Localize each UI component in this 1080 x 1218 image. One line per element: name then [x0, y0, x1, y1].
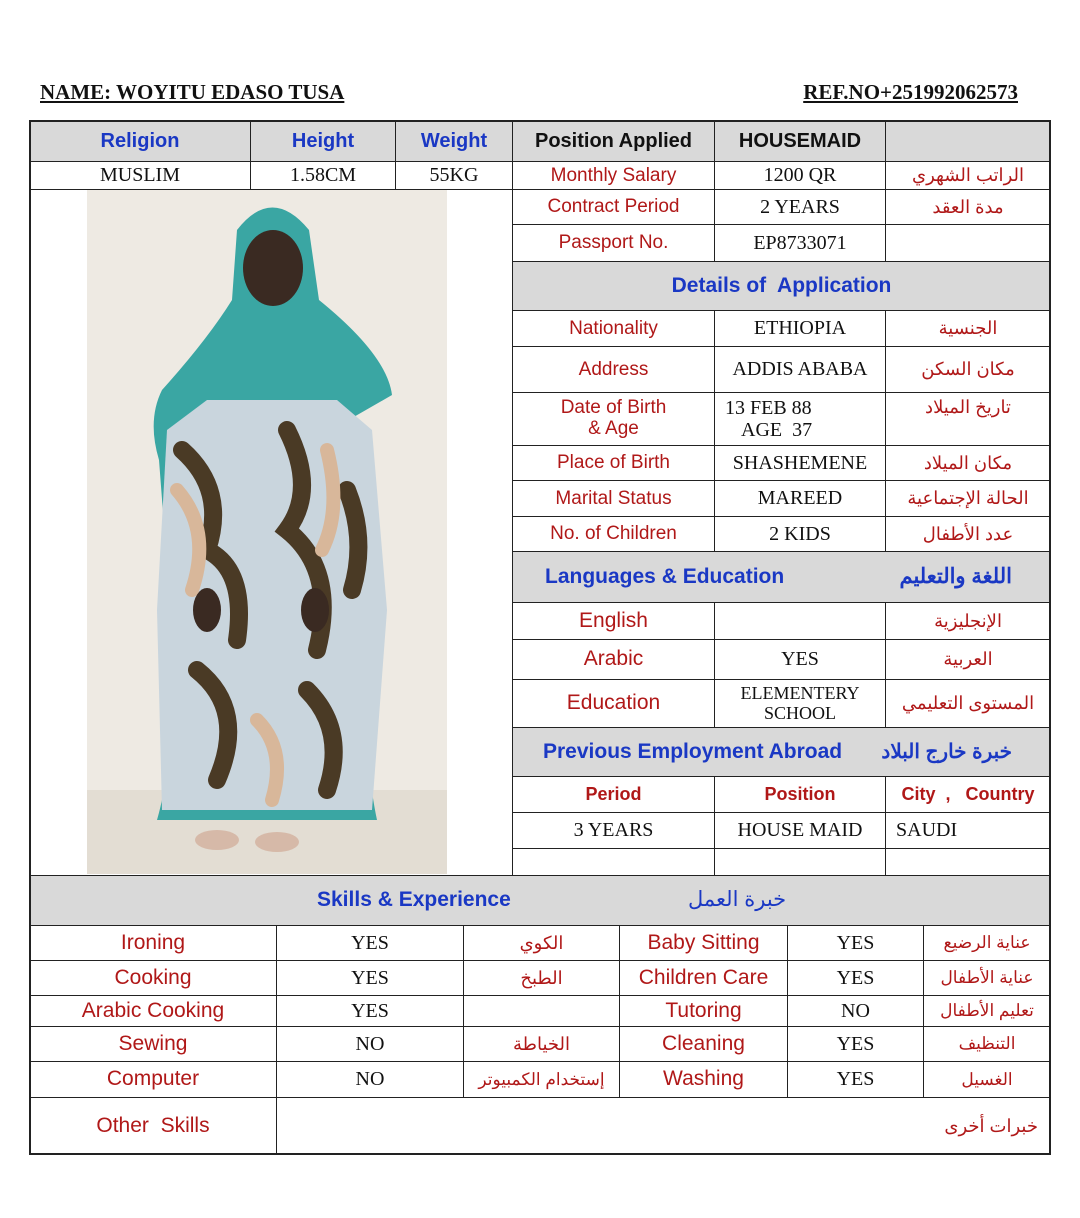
nationality-arabic — [885, 310, 1051, 347]
skill-ironing-label — [29, 925, 277, 961]
contract-period-arabic-text: مدة العقد — [932, 196, 1004, 217]
english-arabic-text: الإنجليزية — [934, 610, 1002, 631]
monthly-salary-arabic-text: الراتب الشهري — [912, 165, 1024, 186]
education-arabic — [885, 679, 1051, 728]
languages-title-arabic: اللغة والتعليم — [899, 564, 1012, 588]
passport-blank — [885, 224, 1051, 262]
nationality-label-text: Nationality — [569, 317, 658, 339]
skill-cleaning-label-text: Cleaning — [662, 1031, 745, 1055]
skill-cooking-arabic — [463, 960, 620, 996]
marital-arabic — [885, 480, 1051, 517]
skill-cooking-label — [29, 960, 277, 996]
religion-header — [29, 120, 251, 162]
other-skills-arabic: خبرات أخرى — [944, 1115, 1038, 1136]
passport-label — [512, 224, 715, 262]
dob-value — [714, 392, 886, 446]
education-arabic-text: المستوى التعليمي — [901, 693, 1035, 714]
height-value-text: 1.58CM — [289, 164, 357, 186]
employment-empty-cell — [714, 848, 886, 876]
dob-label — [512, 392, 715, 446]
reference-number: REF.NO+251992062573 — [803, 80, 1018, 104]
english-label-text: English — [579, 608, 648, 632]
education-label — [512, 679, 715, 728]
children-arabic — [885, 516, 1051, 552]
english-label — [512, 602, 715, 640]
skill-computer-value — [276, 1061, 464, 1098]
education-value-line1: ELEMENTERY — [740, 682, 860, 703]
arabic-arabic-text: العربية — [943, 649, 993, 670]
weight-value-text: 55KG — [429, 164, 479, 186]
skill-ironing-arabic — [463, 925, 620, 961]
skill-cleaning-arabic-text: التنظيف — [958, 1034, 1016, 1054]
skill-childrencare-arabic-text: عناية الأطفال — [940, 968, 1034, 988]
employment-period-header — [512, 776, 715, 813]
nationality-arabic-text: الجنسية — [938, 318, 998, 339]
details-section-title — [512, 261, 1051, 311]
english-arabic — [885, 602, 1051, 640]
passport-value-text: EP8733071 — [753, 231, 847, 254]
employment-title-arabic: خبرة خارج البلاد — [881, 740, 1012, 763]
skill-tutoring-arabic — [923, 995, 1051, 1027]
skill-washing-label — [619, 1061, 788, 1098]
other-skills-label — [29, 1097, 277, 1155]
education-value — [714, 679, 886, 728]
skill-cleaning-value-text: YES — [836, 1032, 875, 1055]
dob-arabic — [885, 392, 1051, 446]
address-label — [512, 346, 715, 393]
skill-tutoring-arabic-text: تعليم الأطفال — [940, 1001, 1034, 1021]
children-label-text: No. of Children — [550, 523, 677, 545]
contract-period-value-text: 2 YEARS — [760, 195, 840, 218]
position-applied-blank — [885, 120, 1051, 162]
skill-arabiccooking-value-text: YES — [351, 999, 389, 1022]
contract-period-value — [714, 189, 886, 225]
other-skills-label-text: Other Skills — [96, 1113, 210, 1137]
skill-tutoring-value — [787, 995, 924, 1027]
weight-value — [395, 161, 513, 190]
skill-washing-value — [787, 1061, 924, 1098]
height-value — [250, 161, 396, 190]
contract-period-label — [512, 189, 715, 225]
skill-sewing-label-text: Sewing — [118, 1031, 188, 1055]
address-value-text: ADDIS ABABA — [732, 358, 868, 380]
employment-section-title — [512, 727, 1051, 777]
skill-arabiccooking-arabic — [463, 995, 620, 1027]
address-value — [714, 346, 886, 393]
address-arabic-text: مكان السكن — [921, 359, 1015, 380]
address-arabic — [885, 346, 1051, 393]
marital-arabic-text: الحالة الإجتماعية — [907, 488, 1029, 509]
employment-position-value-text: HOUSE MAID — [737, 819, 863, 841]
religion-value — [29, 161, 251, 190]
skill-sewing-value-text: NO — [355, 1032, 385, 1055]
skill-computer-arabic-text: إستخدام الكمبيوتر — [478, 1069, 605, 1089]
english-value — [714, 602, 886, 640]
monthly-salary-arabic — [885, 161, 1051, 190]
skill-arabiccooking-value — [276, 995, 464, 1027]
marital-label — [512, 480, 715, 517]
pob-value — [714, 445, 886, 481]
skill-sewing-value — [276, 1026, 464, 1062]
skill-ironing-arabic-text: الكوي — [519, 932, 564, 953]
marital-value-text: MAREED — [757, 487, 843, 509]
skill-cooking-arabic-text: الطبخ — [520, 967, 563, 988]
religion-value-text: MUSLIM — [99, 164, 180, 186]
dob-label-line2: & Age — [588, 418, 639, 439]
height-header-label: Height — [291, 129, 355, 152]
employment-title-text: Previous Employment Abroad — [543, 739, 843, 763]
dob-value-date: 13 FEB 88 — [725, 397, 812, 419]
skill-sewing-arabic-text: الخياطة — [513, 1033, 570, 1054]
skill-arabiccooking-label — [29, 995, 277, 1027]
skill-tutoring-label-text: Tutoring — [665, 998, 742, 1022]
skill-childrencare-arabic — [923, 960, 1051, 996]
skill-sewing-label — [29, 1026, 277, 1062]
skill-babysitting-value — [787, 925, 924, 961]
nationality-label — [512, 310, 715, 347]
passport-value — [714, 224, 886, 262]
employment-location-header — [885, 776, 1051, 813]
employment-period-value — [512, 812, 715, 849]
children-value — [714, 516, 886, 552]
other-skills-value — [276, 1097, 1051, 1155]
monthly-salary-label-text: Monthly Salary — [550, 164, 677, 186]
religion-header-label: Religion — [100, 129, 180, 152]
arabic-arabic — [885, 639, 1051, 680]
skill-ironing-value-text: YES — [351, 931, 389, 954]
employment-location-value-text: SAUDI — [896, 819, 958, 841]
skill-arabiccooking-label-text: Arabic Cooking — [81, 998, 225, 1022]
languages-section-title — [512, 551, 1051, 603]
skill-tutoring-label — [619, 995, 788, 1027]
pob-label — [512, 445, 715, 481]
details-section-title-text: Details of Application — [671, 273, 892, 297]
position-applied-label — [512, 120, 715, 162]
skill-cleaning-value — [787, 1026, 924, 1062]
skill-sewing-arabic — [463, 1026, 620, 1062]
skill-washing-arabic-text: الغسيل — [961, 1069, 1013, 1089]
skill-cooking-value-text: YES — [351, 966, 389, 989]
contract-period-label-text: Contract Period — [547, 196, 680, 218]
marital-label-text: Marital Status — [555, 487, 672, 509]
weight-header — [395, 120, 513, 162]
skill-babysitting-arabic — [923, 925, 1051, 961]
monthly-salary-value — [714, 161, 886, 190]
skill-childrencare-value — [787, 960, 924, 996]
skill-childrencare-label — [619, 960, 788, 996]
education-value-line2: SCHOOL — [763, 702, 836, 723]
dob-label-line1: Date of Birth — [560, 397, 667, 419]
education-label-text: Education — [566, 691, 661, 715]
weight-header-label: Weight — [420, 129, 488, 152]
address-label-text: Address — [578, 358, 649, 380]
applicant-name: NAME: WOYITU EDASO TUSA — [40, 80, 345, 104]
children-value-text: 2 KIDS — [769, 522, 831, 545]
nationality-value-text: ETHIOPIA — [753, 317, 847, 339]
position-applied-value — [714, 120, 886, 162]
arabic-value-text: YES — [781, 648, 819, 670]
skill-washing-value-text: YES — [836, 1068, 875, 1090]
skill-babysitting-label — [619, 925, 788, 961]
skill-childrencare-label-text: Children Care — [638, 965, 769, 989]
pob-arabic — [885, 445, 1051, 481]
skill-computer-value-text: NO — [355, 1068, 385, 1090]
skill-cooking-value — [276, 960, 464, 996]
position-applied-value-text: HOUSEMAID — [738, 129, 862, 152]
employment-period-header-text: Period — [585, 784, 642, 805]
employment-period-value-text: 3 YEARS — [573, 819, 654, 841]
monthly-salary-label — [512, 161, 715, 190]
height-header — [250, 120, 396, 162]
pob-value-text: SHASHEMENE — [732, 451, 868, 474]
children-arabic-text: عدد الأطفال — [922, 523, 1014, 544]
skill-cleaning-arabic — [923, 1026, 1051, 1062]
skill-computer-label-text: Computer — [106, 1067, 200, 1091]
skill-computer-label — [29, 1061, 277, 1098]
pob-label-text: Place of Birth — [557, 452, 670, 474]
dob-arabic-text: تاريخ الميلاد — [925, 397, 1011, 417]
children-label — [512, 516, 715, 552]
arabic-label-text: Arabic — [583, 647, 644, 671]
skill-tutoring-value-text: NO — [841, 999, 870, 1022]
employment-empty-cell — [512, 848, 715, 876]
monthly-salary-value-text: 1200 QR — [763, 164, 837, 186]
skill-washing-arabic — [923, 1061, 1051, 1098]
skill-babysitting-value-text: YES — [836, 931, 875, 954]
contract-period-arabic — [885, 189, 1051, 225]
employment-empty-cell — [885, 848, 1051, 876]
employment-position-header-text: Position — [764, 784, 836, 805]
position-applied-label-text: Position Applied — [534, 129, 693, 152]
employment-location-value — [885, 812, 1051, 849]
skills-section-title — [29, 875, 1051, 926]
skill-computer-arabic — [463, 1061, 620, 1098]
skill-washing-label-text: Washing — [663, 1067, 744, 1091]
employment-location-header-text: City , Country — [901, 784, 1035, 805]
passport-label-text: Passport No. — [558, 232, 669, 254]
arabic-label — [512, 639, 715, 680]
languages-title-text: Languages & Education — [545, 564, 785, 588]
skill-babysitting-label-text: Baby Sitting — [647, 930, 760, 954]
skill-ironing-value — [276, 925, 464, 961]
arabic-value — [714, 639, 886, 680]
employment-position-value — [714, 812, 886, 849]
marital-value — [714, 480, 886, 517]
skill-childrencare-value-text: YES — [836, 966, 875, 989]
dob-value-age: AGE 37 — [741, 419, 813, 441]
skill-cleaning-label — [619, 1026, 788, 1062]
skill-cooking-label-text: Cooking — [114, 965, 192, 989]
pob-arabic-text: مكان الميلاد — [923, 452, 1013, 473]
employment-position-header — [714, 776, 886, 813]
nationality-value — [714, 310, 886, 347]
skills-title-arabic: خبرة العمل — [688, 888, 787, 912]
skills-title-text: Skills & Experience — [317, 888, 511, 912]
skill-ironing-label-text: Ironing — [120, 930, 186, 954]
skill-babysitting-arabic-text: عناية الرضيع — [943, 933, 1031, 953]
applicant-photo — [87, 190, 447, 874]
